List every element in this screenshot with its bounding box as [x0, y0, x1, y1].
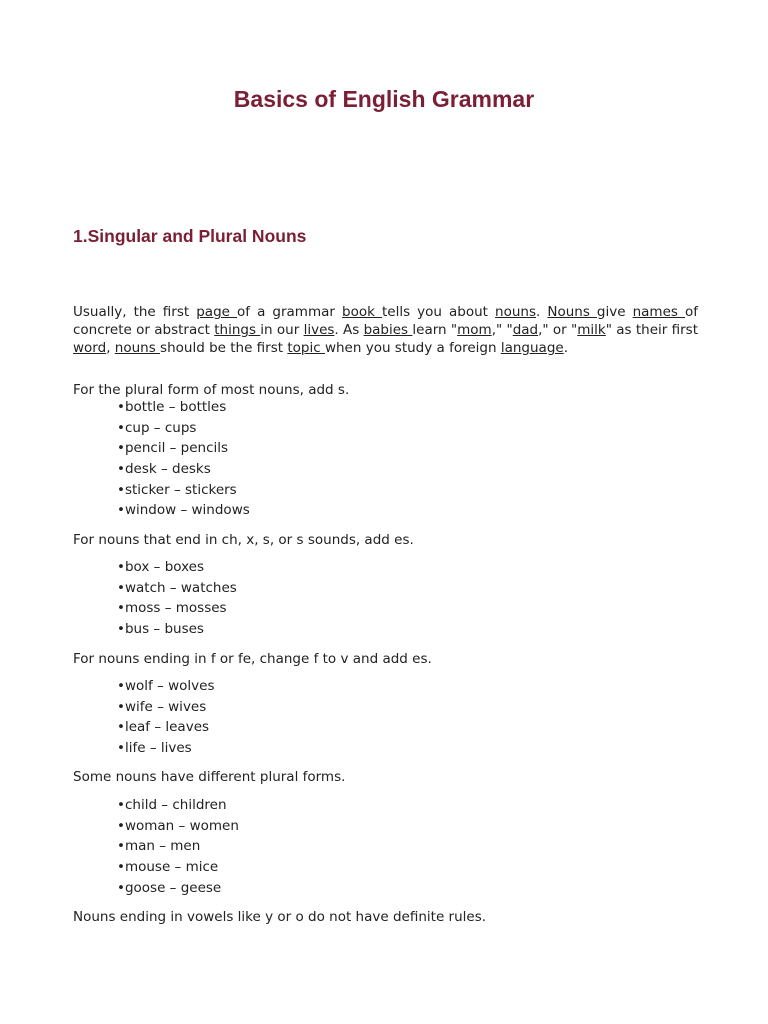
list-item: •goose – geese: [117, 879, 222, 896]
list-item: •desk – desks: [117, 461, 211, 478]
list-f-to-v: [117, 676, 214, 759]
link-milk[interactable]: milk: [577, 322, 606, 338]
section-heading: 1.Singular and Plural Nouns: [73, 226, 307, 246]
list-item: •man – men: [117, 838, 201, 855]
rule-f-to-v: For nouns ending in f or fe, change f to v and add es.: [73, 651, 432, 667]
document-title: Basics of English Grammar: [233, 86, 535, 112]
list-item: •bus – buses: [117, 621, 204, 638]
list-item: •woman – women: [117, 817, 239, 834]
link-nouns-second[interactable]: nouns: [114, 340, 161, 356]
list-item: •window – windows: [117, 502, 250, 519]
link-word[interactable]: word: [73, 340, 107, 356]
list-item: •wife – wives: [117, 698, 207, 715]
list-add-s: [117, 397, 250, 521]
link-dad[interactable]: dad: [512, 322, 539, 338]
intro-paragraph: Usually, the first page of a grammar book tells you about nouns. Nouns give names of concrete or abstract things in our lives. As babies learn "mom," "dad," or "milk" as their first word, nouns should be the first topic when you study a foreign language.: [73, 304, 698, 356]
rule-irregular: Some nouns have different plural forms.: [73, 769, 346, 785]
list-irregular: [117, 795, 239, 898]
rule-add-es: For nouns that end in ch, x, s, or s sounds, add es.: [73, 532, 414, 548]
link-names[interactable]: names: [632, 304, 685, 320]
list-item: •wolf – wolves: [117, 678, 215, 694]
link-page[interactable]: page: [196, 304, 238, 320]
list-item: •box – boxes: [117, 559, 205, 575]
list-item: •moss – mosses: [117, 600, 227, 617]
list-item: •life – lives: [117, 740, 192, 757]
closing-note: Nouns ending in vowels like y or o do not have definite rules.: [73, 909, 487, 925]
rule-add-s: For the plural form of most nouns, add s.: [73, 382, 350, 398]
link-nouns-capital[interactable]: Nouns: [547, 304, 597, 320]
list-item: •child – children: [117, 797, 227, 813]
list-item: •sticker – stickers: [117, 481, 237, 498]
link-babies[interactable]: babies: [363, 322, 413, 338]
list-item: •pencil – pencils: [117, 440, 229, 457]
link-lives[interactable]: lives: [303, 322, 335, 338]
list-item: •mouse – mice: [117, 859, 219, 876]
link-topic[interactable]: topic: [287, 340, 325, 356]
list-item: •bottle – bottles: [117, 399, 227, 415]
link-language[interactable]: language: [500, 340, 564, 356]
link-things[interactable]: things: [214, 322, 261, 338]
list-item: •watch – watches: [117, 579, 237, 596]
list-add-es: [117, 557, 237, 640]
link-mom[interactable]: mom: [457, 322, 492, 338]
link-book[interactable]: book: [342, 304, 382, 320]
link-nouns[interactable]: nouns: [495, 304, 536, 320]
list-item: •leaf – leaves: [117, 719, 210, 736]
list-item: •cup – cups: [117, 419, 197, 436]
